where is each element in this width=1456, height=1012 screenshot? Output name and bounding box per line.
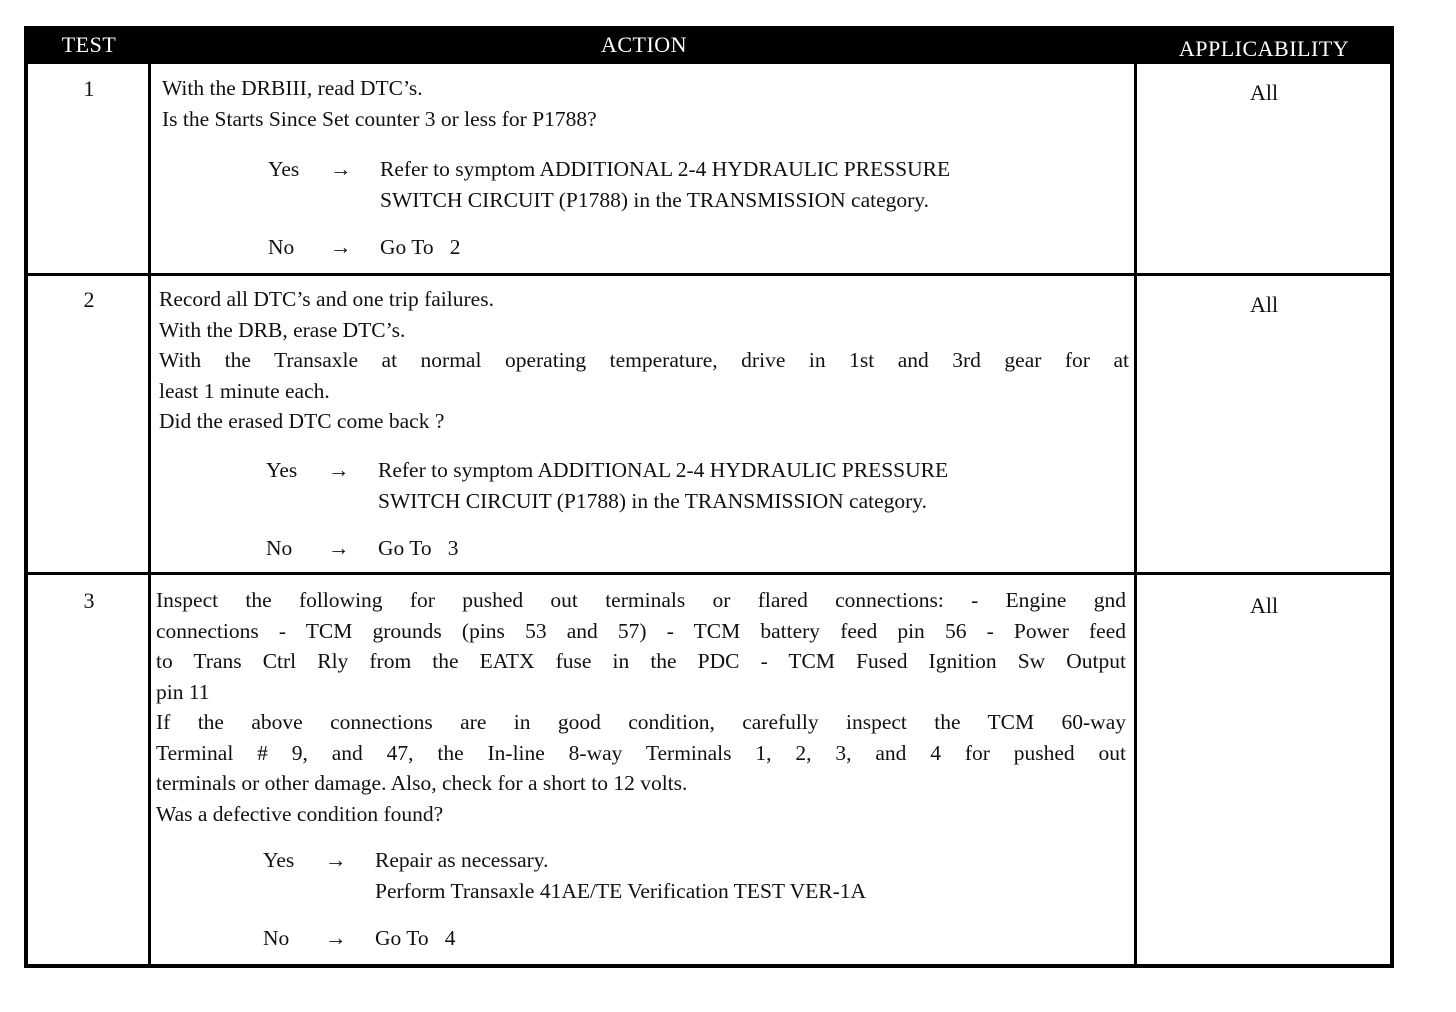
no-line: Go To 4 <box>375 926 456 950</box>
yes-line: Perform Transaxle 41AE/TE Verification TEST VER-1A <box>375 878 867 903</box>
action-line: With the DRBIII, read DTC’s. <box>162 76 423 100</box>
no-label: No <box>263 926 290 950</box>
action-line: Did the erased DTC come back ? <box>159 409 445 433</box>
yes-text <box>375 845 866 906</box>
row-divider-1 <box>28 273 1390 276</box>
row-divider-2 <box>28 572 1390 575</box>
test-number: 2 <box>83 287 95 312</box>
applicability-value: All <box>1249 80 1279 105</box>
no-text <box>375 923 456 954</box>
yes-line: SWITCH CIRCUIT (P1788) in the TRANSMISSION category. <box>380 187 930 212</box>
action-line: With the Transaxle at normal operating temperature, drive in 1st and 3rd gear for at <box>159 348 1129 372</box>
yes-text <box>378 455 948 516</box>
action-line: Terminal # 9, and 47, the In-line 8-way Terminals 1, 2, 3, and 4 for pushed out <box>156 740 1126 765</box>
action-text <box>156 585 1126 829</box>
action-line: pin 11 <box>156 679 210 704</box>
action-text <box>162 73 1126 134</box>
right-arrow-icon: → <box>325 926 347 950</box>
diagnostic-test-table <box>24 26 1394 968</box>
applicability-value: All <box>1249 593 1279 618</box>
column-divider-applicability <box>1134 64 1137 964</box>
test-number: 1 <box>83 76 95 101</box>
action-line: Record all DTC’s and one trip failures. <box>159 287 494 311</box>
header-action: ACTION <box>150 30 1138 64</box>
action-line: If the above connections are in good condition, carefully inspect the TCM 60-way <box>156 710 1126 734</box>
action-text <box>159 284 1129 437</box>
no-text <box>380 232 461 263</box>
no-line: Go To 3 <box>378 536 459 560</box>
right-arrow-icon: → <box>330 235 352 259</box>
yes-line: Refer to symptom ADDITIONAL 2-4 HYDRAULIC PRESSURE <box>380 157 951 181</box>
action-line: connections - TCM grounds (pins 53 and 57) - TCM battery feed pin 56 - Power feed <box>156 618 1126 643</box>
no-text <box>378 533 459 564</box>
no-line: Go To 2 <box>380 235 461 259</box>
no-answer <box>268 232 1128 263</box>
action-line: least 1 minute each. <box>159 378 330 403</box>
action-line: Inspect the following for pushed out terminals or flared connections: - Engine gnd <box>156 588 1126 612</box>
yes-label: Yes <box>268 157 300 181</box>
no-answer <box>266 533 1126 564</box>
action-line: Was a defective condition found? <box>156 801 444 826</box>
action-line: Is the Starts Since Set counter 3 or less for P1788? <box>162 106 597 131</box>
yes-answer <box>266 455 1126 517</box>
yes-label: Yes <box>266 458 298 482</box>
right-arrow-icon: → <box>325 848 347 872</box>
action-line: to Trans Ctrl Rly from the EATX fuse in the PDC - TCM Fused Ignition Sw Output <box>156 649 1126 673</box>
action-line: terminals or other damage. Also, check for a short to 12 volts. <box>156 771 688 795</box>
right-arrow-icon: → <box>328 536 350 560</box>
yes-line: SWITCH CIRCUIT (P1788) in the TRANSMISSION category. <box>378 488 928 513</box>
yes-label: Yes <box>263 848 295 872</box>
no-label: No <box>268 235 295 259</box>
header-test: TEST <box>28 30 150 64</box>
right-arrow-icon: → <box>328 458 350 482</box>
applicability-value: All <box>1249 292 1279 317</box>
yes-line: Repair as necessary. <box>375 848 549 872</box>
yes-text <box>380 154 950 215</box>
column-divider-test <box>148 64 151 964</box>
yes-answer <box>268 154 1128 216</box>
test-number: 3 <box>83 588 95 613</box>
yes-line: Refer to symptom ADDITIONAL 2-4 HYDRAULIC PRESSURE <box>378 458 949 482</box>
no-label: No <box>266 536 293 560</box>
no-answer <box>263 923 1123 954</box>
action-line: With the DRB, erase DTC’s. <box>159 317 406 342</box>
header-applicability: APPLICABILITY <box>1138 30 1390 64</box>
yes-answer <box>263 845 1123 907</box>
right-arrow-icon: → <box>330 157 352 181</box>
